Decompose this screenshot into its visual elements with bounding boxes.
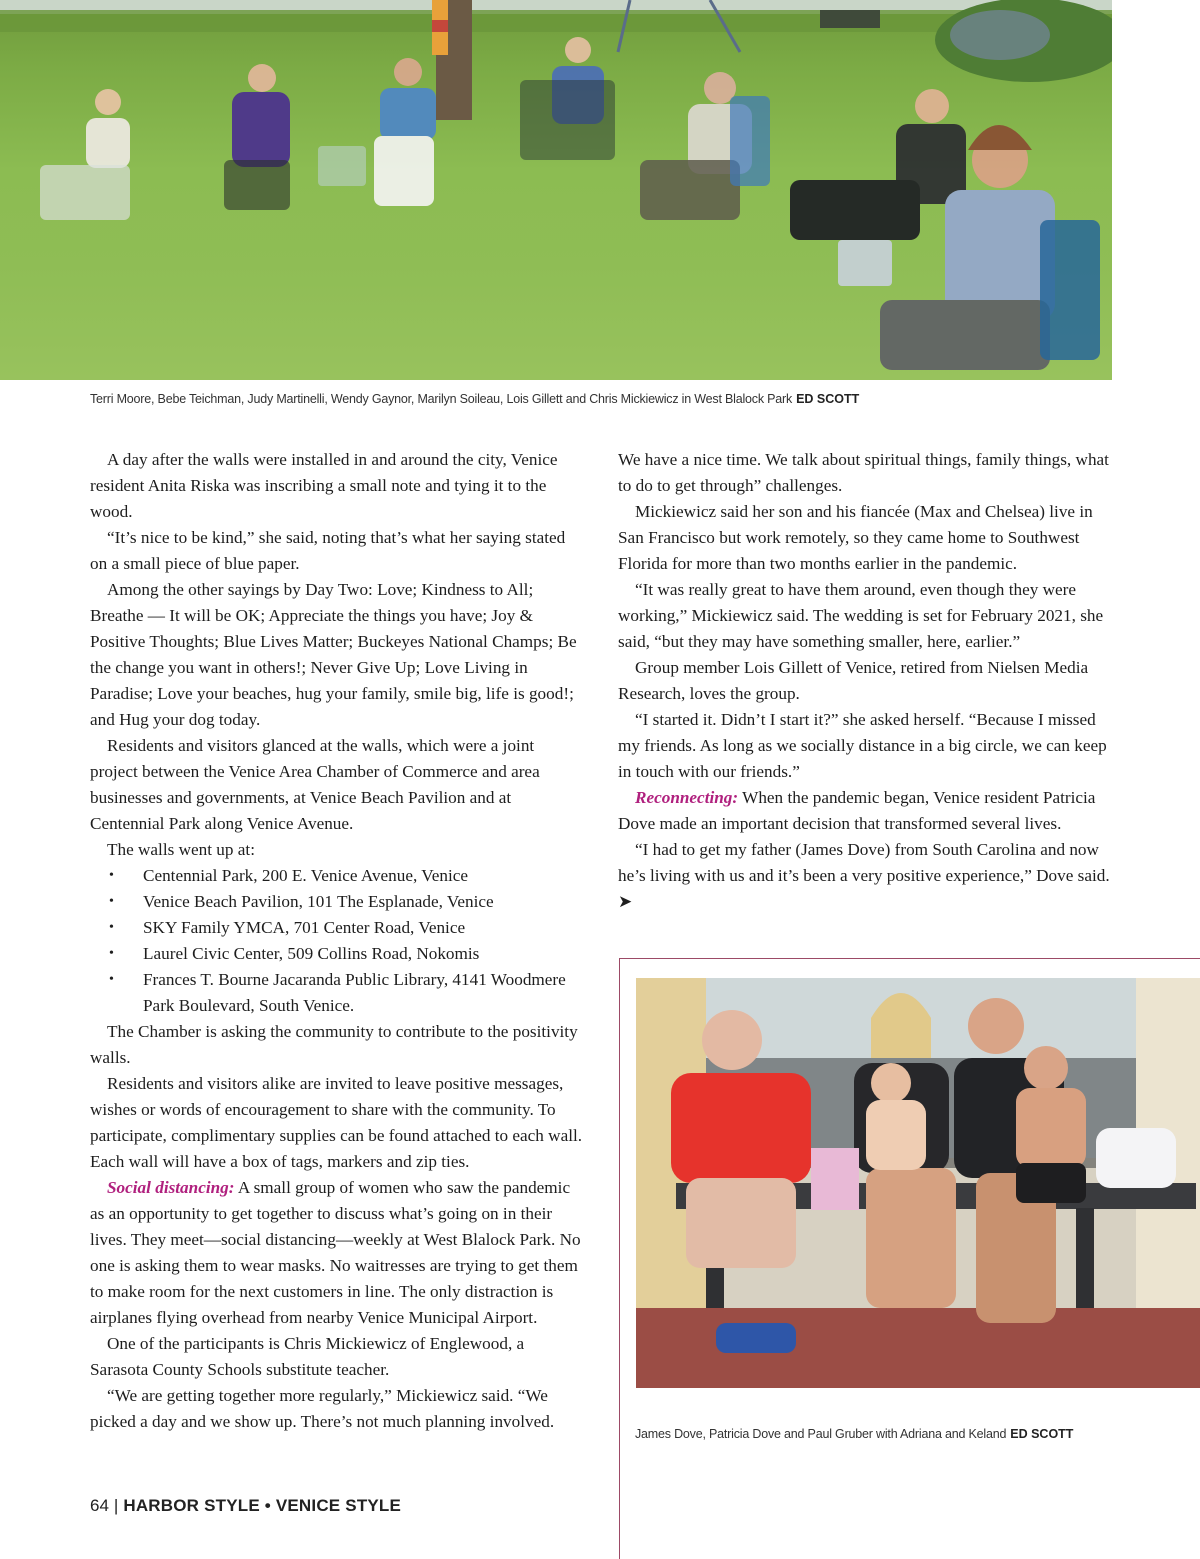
caption-text: Terri Moore, Bebe Teichman, Judy Martinelli, Wendy Gaynor, Marilyn Soileau, Lois Gillett and Chris Mickiewicz in West Blalock Park bbox=[90, 392, 793, 406]
article-column-left bbox=[90, 447, 584, 1435]
top-photo-caption bbox=[90, 392, 859, 406]
paragraph: Residents and visitors alike are invited to leave positive messages, wishes or words of encouragement to share with the community. To participate, complimentary supplies can be found attached to each wall. Each wall will have a box of tags, markers and zip ties. bbox=[90, 1074, 583, 1171]
person-figures bbox=[40, 37, 1100, 370]
paragraph: The Chamber is asking the community to contribute to the positivity walls. bbox=[90, 1022, 578, 1067]
page-footer bbox=[90, 1496, 401, 1516]
paragraph: Residents and visitors glanced at the walls, which were a joint project between the Venice Area Chamber of Commerce and area businesses and governments, at Venice Beach Pavilion and at Centennial Park along Venice Avenue. bbox=[90, 736, 540, 833]
bullet-icon: • bbox=[109, 894, 114, 909]
park-scene-illustration bbox=[0, 0, 1112, 380]
bottom-photo bbox=[636, 978, 1200, 1388]
bullet-icon: • bbox=[109, 946, 114, 961]
paragraph: Group member Lois Gillett of Venice, retired from Nielsen Media Research, loves the group. bbox=[618, 658, 1089, 703]
list-item-text: Laurel Civic Center, 509 Collins Road, Nokomis bbox=[143, 944, 480, 963]
paragraph: One of the participants is Chris Mickiewicz of Englewood, a Sarasota County Schools substitute teacher. bbox=[90, 1334, 525, 1379]
paragraph: A day after the walls were installed in and around the city, Venice resident Anita Riska was inscribing a small note and tying it to the wood. bbox=[90, 450, 558, 521]
paragraph: We have a nice time. We talk about spiritual things, family things, what to do to get through” challenges. bbox=[618, 450, 1109, 495]
list-item bbox=[90, 863, 584, 889]
paragraph: “It’s nice to be kind,” she said, noting that’s what her saying stated on a small piece of blue paper. bbox=[90, 528, 566, 573]
section-lead-in: Social distancing: bbox=[107, 1178, 235, 1197]
caption-text: James Dove, Patricia Dove and Paul Gruber with Adriana and Keland bbox=[635, 1427, 1007, 1441]
paragraph: Mickiewicz said her son and his fiancée (Max and Chelsea) live in San Francisco but work remotely, so they came home to Southwest Florida for more than two months earlier in the pandemic. bbox=[618, 502, 1093, 573]
paragraph: “It was really great to have them around, even though they were working,” Mickiewicz said. The wedding is set for February 2021, she said, “but they may have something smaller, here, earlier.” bbox=[618, 580, 1104, 651]
paragraph bbox=[618, 785, 1113, 837]
paragraph bbox=[90, 1175, 584, 1331]
paragraph: The walls went up at: bbox=[107, 840, 255, 859]
list-item bbox=[90, 889, 584, 915]
page-number: 64 bbox=[90, 1496, 109, 1515]
bottom-photo-caption bbox=[635, 1427, 1073, 1441]
magazine-name: HARBOR STYLE • VENICE STYLE bbox=[123, 1496, 402, 1515]
paragraph: “I had to get my father (James Dove) from South Carolina and now he’s living with us and it’s been a very positive experience,” Dove said. ➤ bbox=[618, 840, 1110, 911]
bullet-icon: • bbox=[109, 972, 114, 987]
bullet-icon: • bbox=[109, 868, 114, 883]
paragraph-text: A small group of women who saw the pandemic as an opportunity to get together to discuss what’s going on in their lives. They meet—social distancing—weekly at West Blalock Park. No one is asking them to wear masks. No waitresses are trying to get them to make room for the next customers in line. The only distraction is airplanes flying overhead from nearby Venice Municipal Airport. bbox=[90, 1178, 581, 1327]
bench-scene-illustration bbox=[636, 978, 1200, 1388]
list-item-text: Venice Beach Pavilion, 101 The Esplanade, Venice bbox=[143, 892, 494, 911]
list-item-text: SKY Family YMCA, 701 Center Road, Venice bbox=[143, 918, 466, 937]
bullet-icon: • bbox=[109, 920, 114, 935]
footer-separator: | bbox=[113, 1496, 119, 1515]
section-lead-in: Reconnecting: bbox=[635, 788, 739, 807]
list-item bbox=[90, 941, 584, 967]
list-item bbox=[90, 967, 584, 1019]
list-item bbox=[90, 915, 584, 941]
paragraph-text: When the pandemic began, Venice resident Patricia Dove made an important decision that transformed several lives. bbox=[618, 788, 1096, 833]
photo-credit: ED SCOTT bbox=[796, 392, 860, 406]
list-item-text: Centennial Park, 200 E. Venice Avenue, Venice bbox=[143, 866, 469, 885]
wall-locations-list bbox=[90, 863, 584, 1019]
paragraph: Among the other sayings by Day Two: Love; Kindness to All; Breathe — It will be OK; Appreciate the things you have; Joy & Positive Thoughts; Blue Lives Matter; Buckeyes National Champs; Be the change you want in others!; Never Give Up; Love Living in Paradise; Love your beaches, hug your family, smile big, life is good!; and Hug your dog today. bbox=[90, 580, 577, 729]
photo-credit: ED SCOTT bbox=[1010, 1427, 1074, 1441]
paragraph: “I started it. Didn’t I start it?” she asked herself. “Because I missed my friends. As long as we socially distance in a big circle, we can keep in touch with our friends.” bbox=[618, 710, 1107, 781]
list-item-text: Frances T. Bourne Jacaranda Public Library, 4141 Woodmere Park Boulevard, South Venice. bbox=[143, 970, 566, 1015]
paragraph: “We are getting together more regularly,” Mickiewicz said. “We picked a day and we show up. There’s not much planning involved. bbox=[90, 1386, 555, 1431]
top-photo bbox=[0, 0, 1112, 380]
article-column-right bbox=[618, 447, 1113, 915]
